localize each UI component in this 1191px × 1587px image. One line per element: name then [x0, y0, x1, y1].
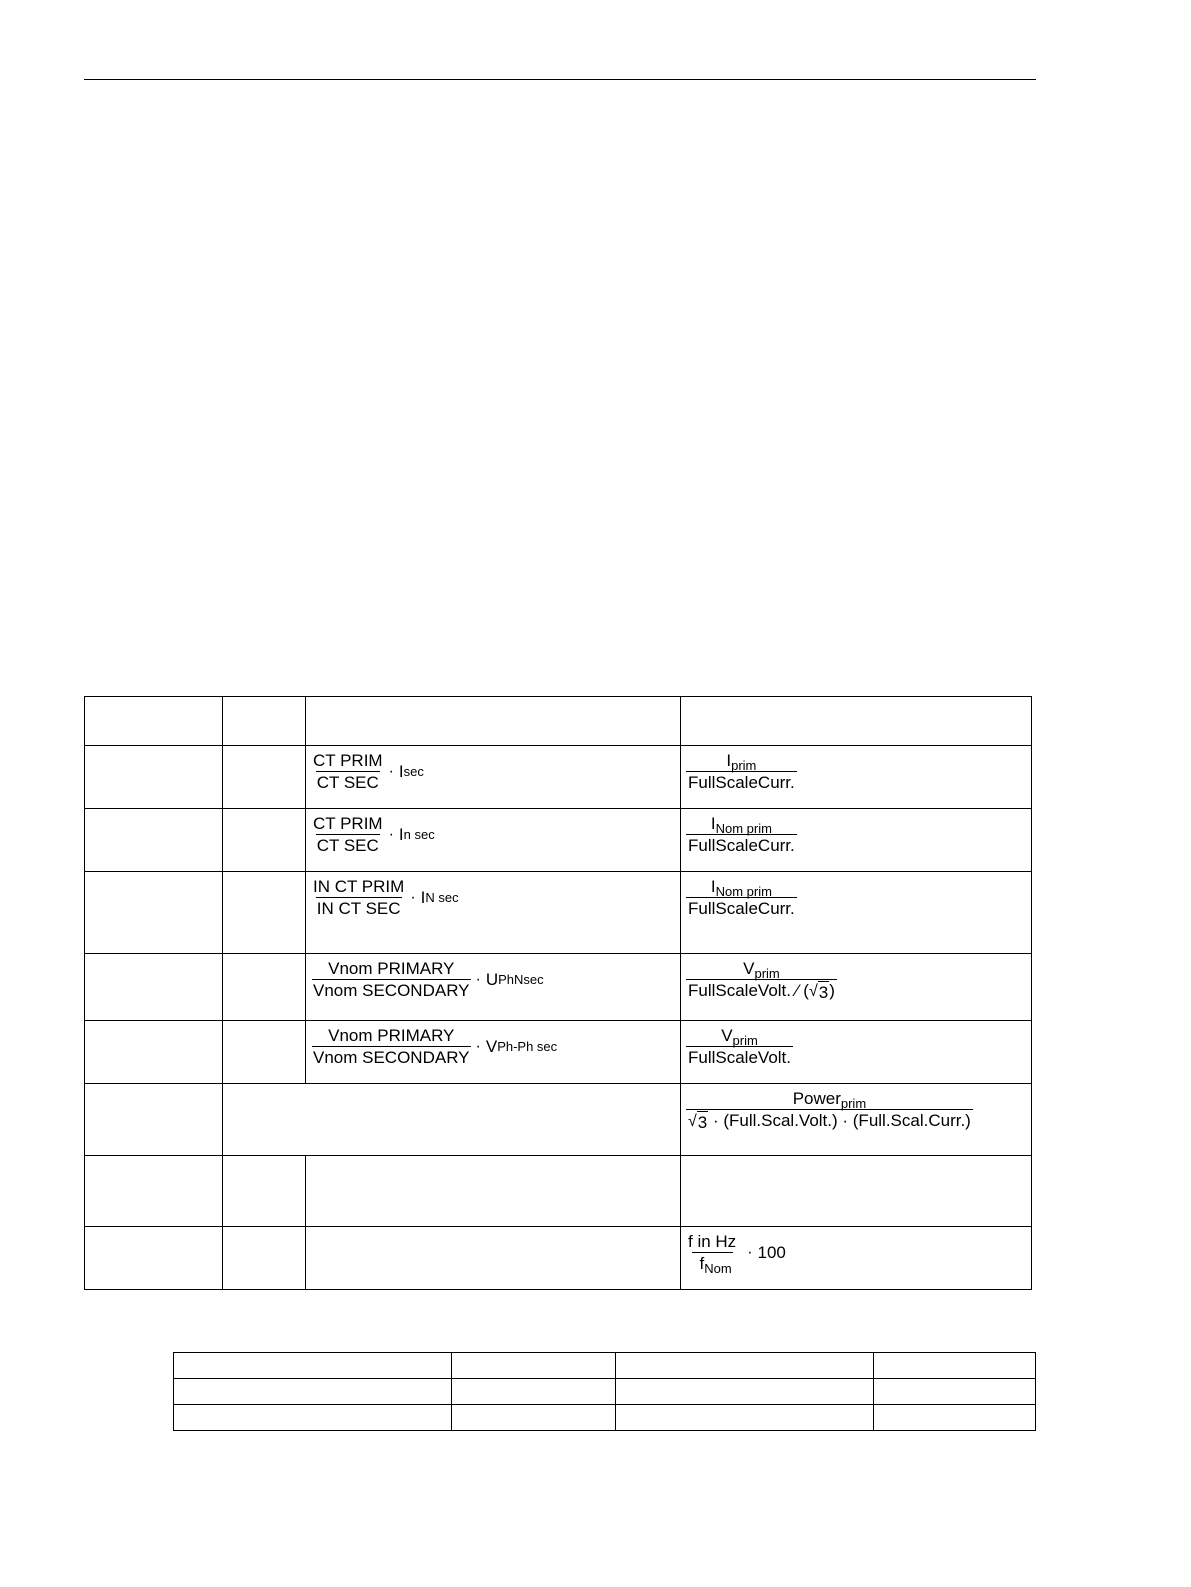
- formula-phase-current-percent: $\frac{I_{prim}}{\text{FullScaleCurr.}}$: [688, 751, 795, 792]
- table-row: [85, 746, 1032, 809]
- formula-neutral-current-percent: $\frac{I_{Nom prim}}{\text{FullScaleCurr.}}$: [688, 814, 795, 855]
- formula-earth-current: $\frac{\text{IN CT PRIM}}{\text{IN CT SEC}}$ · I N sec: [313, 877, 459, 918]
- formula-frequency-percent: $\frac{\text{f in Hz}}{f_{Nom}}$ · 100: [688, 1232, 786, 1276]
- table-row: [174, 1379, 1036, 1405]
- table-row: [85, 1227, 1032, 1290]
- table-row: [85, 1021, 1032, 1084]
- sqrt-icon: √: [808, 983, 818, 1000]
- table-row: [85, 1156, 1032, 1227]
- formula-neutral-current: $\frac{\text{CT PRIM}}{\text{CT SEC}}$ · I n sec: [313, 814, 435, 855]
- formula-earth-current-percent: $\frac{I_{Nom prim}}{\text{FullScaleCurr.}}$: [688, 877, 795, 918]
- formula-line-voltage-percent: $\frac{V_{prim}}{\text{FullScaleVolt.}}$: [688, 1026, 791, 1067]
- table-row: [85, 872, 1032, 954]
- table-row: [85, 1084, 1032, 1156]
- formula-line-voltage: $\frac{\text{Vnom PRIMARY}}{\text{Vnom SECONDARY}}$ · V Ph-Ph sec: [313, 1026, 558, 1067]
- table-row: [85, 809, 1032, 872]
- secondary-table: [173, 1352, 1036, 1431]
- table-row: [85, 954, 1032, 1021]
- formula-phase-voltage: $\frac{\text{Vnom PRIMARY}}{\text{Vnom SECONDARY}}$ · U PhNsec: [313, 959, 544, 1000]
- header-rule: [84, 79, 1036, 80]
- header-cell: [681, 697, 1032, 746]
- conversion-formula-table: [84, 696, 1032, 1290]
- header-cell: [85, 697, 223, 746]
- table-row: [174, 1353, 1036, 1379]
- header-cell: [223, 697, 306, 746]
- sqrt-icon: √: [688, 1113, 697, 1130]
- formula-phase-current: $\frac{\text{CT PRIM}}{\text{CT SEC}}$ · I sec: [313, 751, 424, 792]
- formula-power-percent: Power$_{prim}$ √ 3 · (Full.Scal.Volt.) · (Full.Scal.Curr.): [688, 1089, 971, 1132]
- header-cell: [306, 697, 681, 746]
- table-row: [174, 1405, 1036, 1431]
- formula-phase-voltage-percent: $V_{prim}$ FullScaleVolt. ⁄ ( √ 3 ): [688, 959, 835, 1002]
- table-header-row: [85, 697, 1032, 746]
